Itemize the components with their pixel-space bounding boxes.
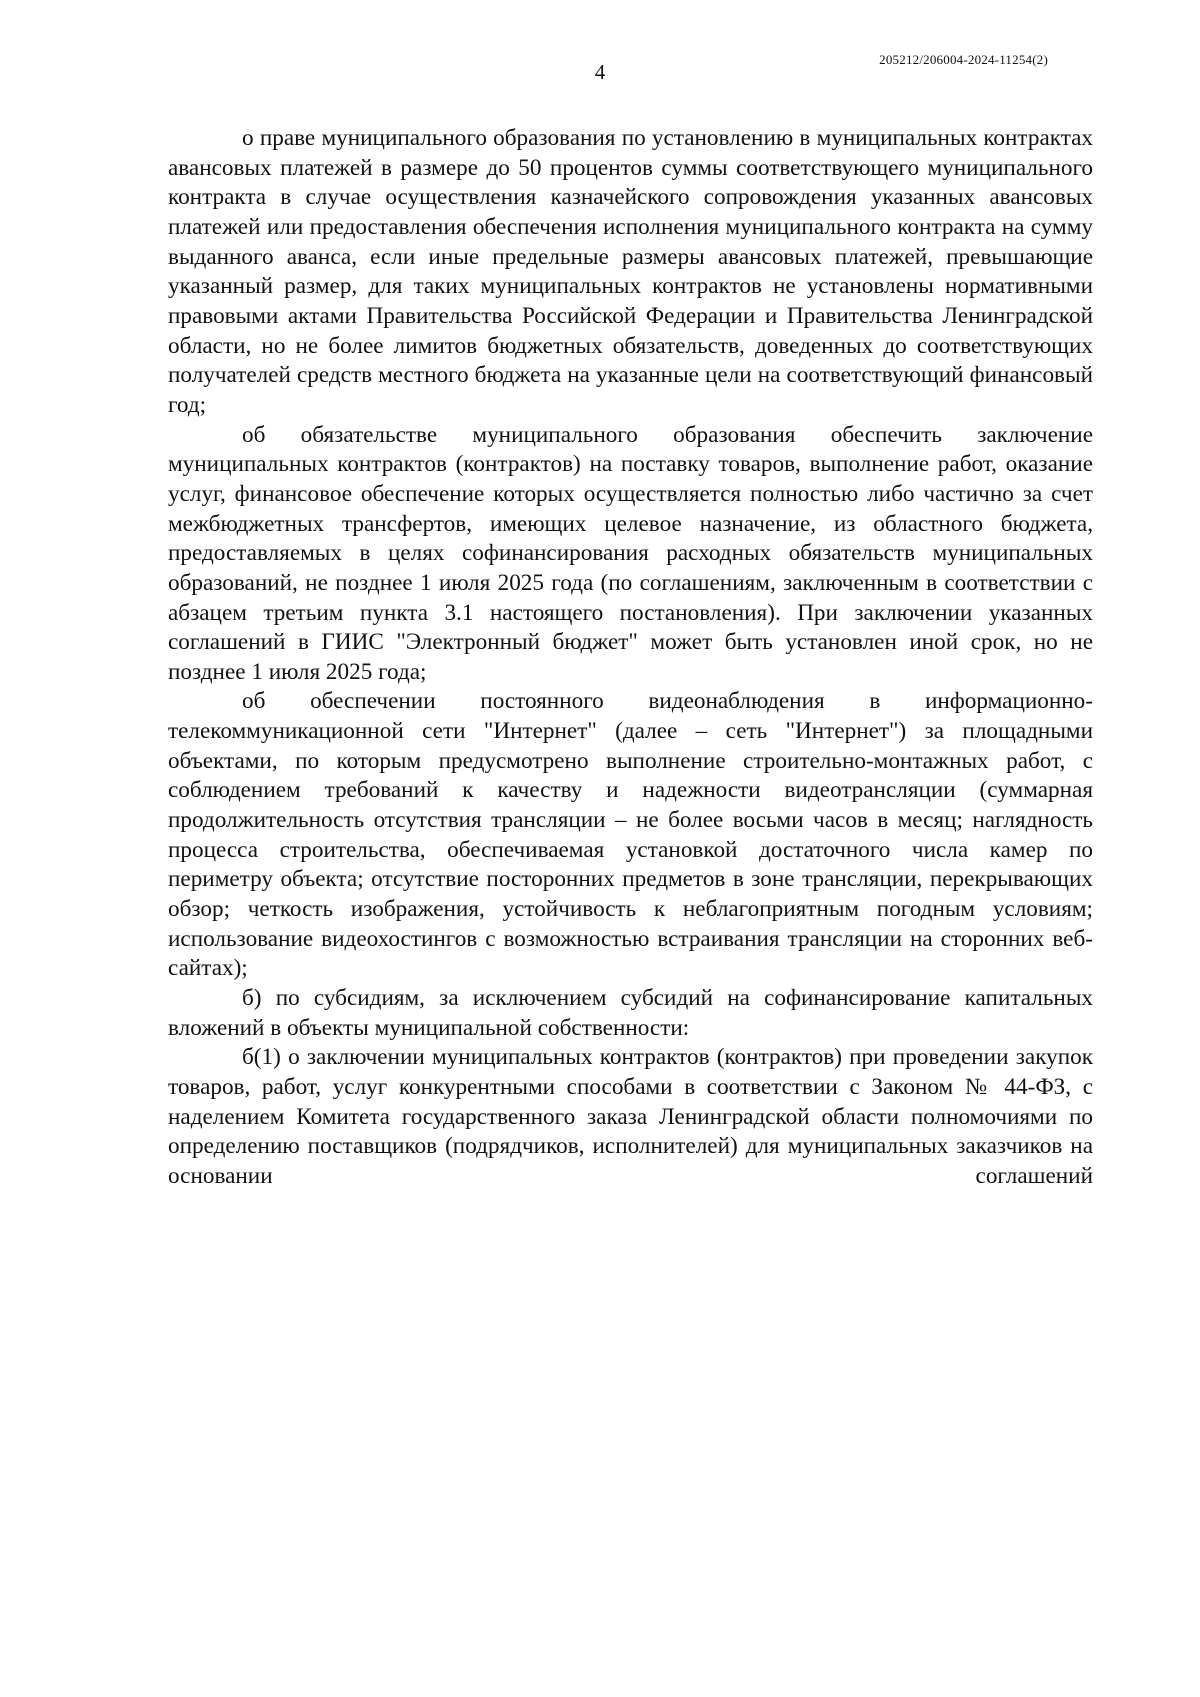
paragraph-subsidies: б) по субсидиям, за исключением субсидий на софинансирование капитальных вложений в объекты муниципальной собственности: (168, 985, 1093, 1041)
paragraph-competitive-procurement: б(1) о заключении муниципальных контрактов (контрактов) при проведении закупок товаров, работ, услуг конкурентными способами в соответствии с Законом № 44-ФЗ, с наделением Комитета государственного заказа Ленинградской области полномочиями по определению поставщиков (подрядчиков, исполнителей) для муниципальных заказчиков на основании соглашений (168, 1044, 1093, 1189)
paragraph-video-surveillance: об обеспечении постоянного видеонаблюдения в информационно-телекоммуникационной сети "Интернет" (далее – сеть "Интернет") за площадными объектами, по которым предусмотрено выполнение строительно-монтажных работ, с соблюдением требований к качеству и надежности видеотрансляции (суммарная продолжительность отсутствия трансляции – не более восьми часов в месяц; наглядность процесса строительства, обеспечиваемая установкой достаточного числа камер по периметру объекта; отсутствие посторонних предметов в зоне трансляции, перекрывающих обзор; четкость изображения, устойчивость к неблагоприятным погодным условиям; использование видеохостингов с возможностью встраивания трансляции на сторонних веб-сайтах); (168, 688, 1093, 982)
document-body (168, 124, 1093, 1192)
document-number: 205212/206004-2024-11254(2) (879, 52, 1048, 67)
paragraph-contract-obligation: об обязательстве муниципального образования обеспечить заключение муниципальных контрактов (контрактов) на поставку товаров, выполнение работ, оказание услуг, финансовое обеспечение которых осуществляется полностью либо частично за счет межбюджетных трансфертов, имеющих целевое назначение, из областного бюджета, предоставляемых в целях софинансирования расходных обязательств муниципальных образований, не позднее 1 июля 2025 года (по соглашениям, заключенным в соответствии с абзацем третьим пункта 3.1 настоящего постановления). При заключении указанных соглашений в ГИИС "Электронный бюджет" может быть установлен иной срок, но не позднее 1 июля 2025 года; (168, 421, 1093, 685)
paragraph-municipal-advance-payments: о праве муниципального образования по установлению в муниципальных контрактах авансовых платежей в размере до 50 процентов суммы соответствующего муниципального контракта в случае осуществления казначейского сопровождения указанных авансовых платежей или предоставления обеспечения исполнения муниципального контракта на сумму выданного аванса, если иные предельные размеры авансовых платежей, превышающие указанный размер, для таких муниципальных контрактов не установлены нормативными правовыми актами Правительства Российской Федерации и Правительства Ленинградской области, но не более лимитов бюджетных обязательств, доведенных до соответствующих получателей средств местного бюджета на указанные цели на соответствующий финансовый год; (168, 125, 1093, 418)
page-number: 4 (594, 60, 606, 84)
